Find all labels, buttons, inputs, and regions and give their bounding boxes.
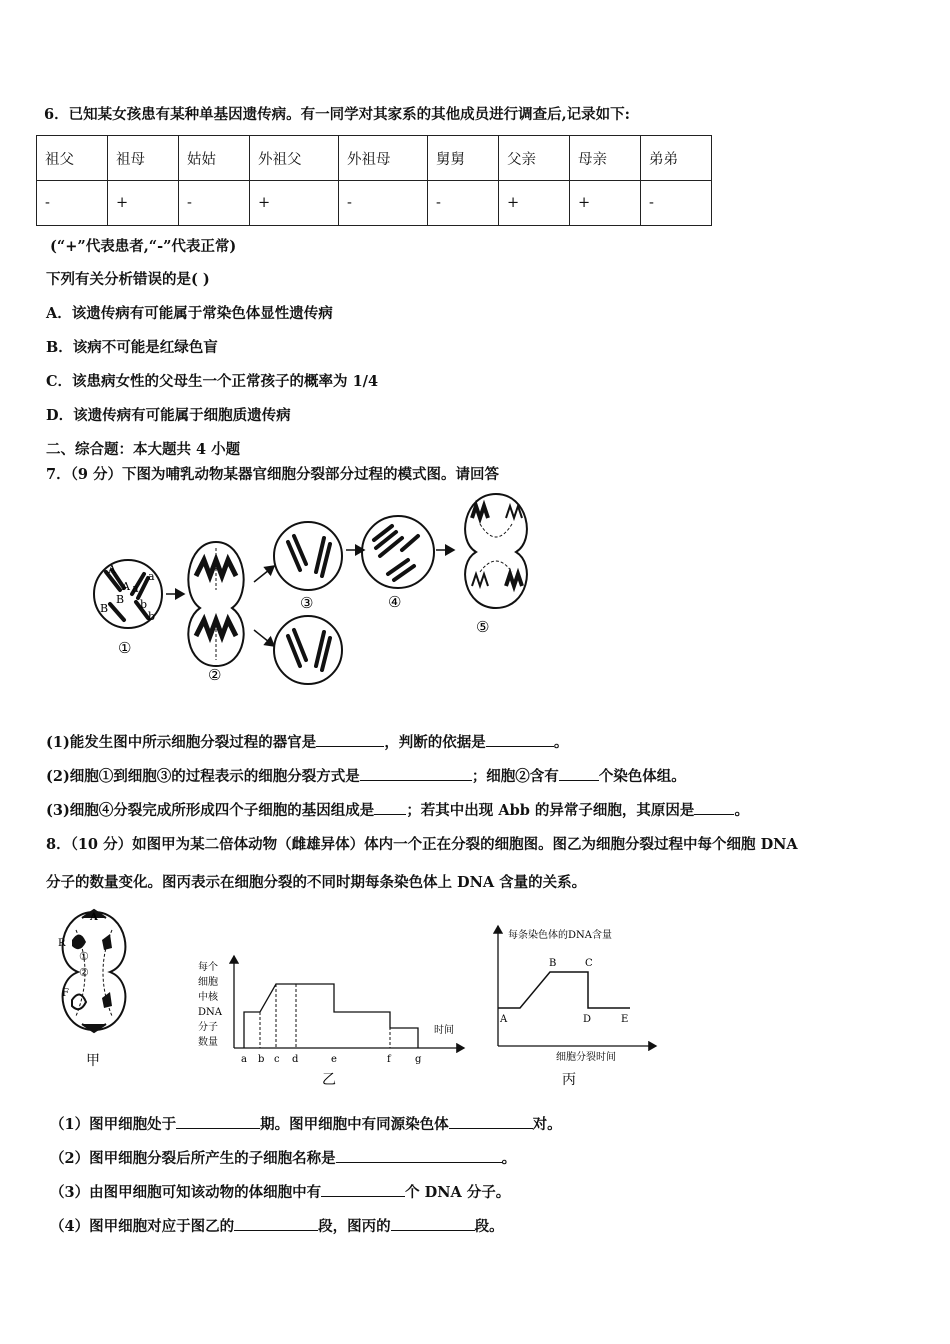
q8-p4-text-c: 段。 xyxy=(474,1218,504,1235)
section-heading: 二、综合题：本大题共 4 小题 xyxy=(46,441,241,458)
gene-label: a xyxy=(148,570,155,583)
yi-ylabel: DNA xyxy=(198,1007,222,1018)
q7-p3-text-b: ；若其中出现 Abb 的异常子细胞，其原因是 xyxy=(406,802,695,819)
answer-blank[interactable] xyxy=(486,732,554,747)
yi-ylabel: 每个 xyxy=(198,962,218,973)
table-row xyxy=(37,181,712,226)
gene-label: A xyxy=(122,580,130,593)
bing-point: A xyxy=(500,1014,508,1025)
gene-label: B xyxy=(100,602,109,615)
table-cell: - xyxy=(179,181,250,226)
answer-blank[interactable] xyxy=(449,1114,533,1129)
q8-part3 xyxy=(50,1181,510,1202)
yi-curve xyxy=(244,984,418,1048)
table-cell: 祖母 xyxy=(108,136,179,181)
yi-tick: a xyxy=(241,1054,247,1065)
q8-p4-text-a: （4）图甲细胞对应于图乙的 xyxy=(50,1218,235,1235)
family-table xyxy=(36,135,712,226)
answer-blank[interactable] xyxy=(336,1148,502,1163)
q6-option-a: A．该遗传病有可能属于常染色体显性遗传病 xyxy=(46,305,333,322)
q8-stem-line1: 8．（10 分）如图甲为某二倍体动物（雌雄异体）体内一个正在分裂的细胞图。图乙为细胞分裂过程中每个细胞 DNA xyxy=(46,836,798,853)
jia-label: A xyxy=(90,912,98,923)
figure-caption: 丙 xyxy=(562,1072,576,1088)
q6-option-d: D．该遗传病有可能属于细胞质遗传病 xyxy=(46,407,291,424)
table-cell: 舅舅 xyxy=(428,136,499,181)
answer-blank[interactable] xyxy=(391,1216,475,1231)
yi-tick: c xyxy=(274,1054,280,1065)
q6-note: (“+”代表患者,“-”代表正常) xyxy=(50,238,237,255)
figure-jia xyxy=(58,910,125,1069)
table-cell: - xyxy=(37,181,108,226)
cell-label: ③ xyxy=(300,594,314,612)
jia-label: R xyxy=(58,938,66,949)
table-cell: - xyxy=(428,181,499,226)
bing-point: E xyxy=(621,1014,629,1025)
yi-ylabel: 数量 xyxy=(198,1037,218,1048)
figure-yi xyxy=(198,956,464,1088)
table-cell: 外祖父 xyxy=(250,136,339,181)
q7-part3 xyxy=(46,799,749,820)
q8-figures xyxy=(46,900,662,1088)
bing-point: C xyxy=(585,958,593,969)
q8-p3-text-a: （3）由图甲细胞可知该动物的体细胞中有 xyxy=(50,1184,322,1201)
yi-tick: f xyxy=(387,1054,391,1065)
q8-p4-text-b: 段，图丙的 xyxy=(318,1218,391,1235)
bing-curve xyxy=(498,972,630,1008)
table-cell: 外祖母 xyxy=(339,136,428,181)
table-cell: + xyxy=(499,181,570,226)
cell-label: ④ xyxy=(388,593,402,611)
yi-ylabel: 分子 xyxy=(198,1022,218,1033)
yi-ylabel: 中核 xyxy=(198,992,218,1003)
q8-part2 xyxy=(50,1147,516,1168)
cell-5 xyxy=(465,494,527,636)
answer-blank[interactable] xyxy=(176,1114,260,1129)
q8-stem-line2: 分子的数量变化。图丙表示在细胞分裂的不同时期每条染色体上 DNA 含量的关系。 xyxy=(46,874,587,891)
figure-caption: 甲 xyxy=(86,1053,100,1069)
q6-option-c: C．该患病女性的父母生一个正常孩子的概率为 1/4 xyxy=(46,373,379,390)
q7-part2 xyxy=(46,765,686,786)
q7-p3-text-c: 。 xyxy=(734,802,749,819)
table-cell: + xyxy=(250,181,339,226)
cell-3 xyxy=(274,522,342,612)
q8-p2-text-a: （2）图甲细胞分裂后所产生的子细胞名称是 xyxy=(50,1150,336,1167)
q7-p2-text-a: (2)细胞①到细胞③的过程表示的细胞分裂方式是 xyxy=(46,768,360,785)
q7-p1-text-a: (1)能发生图中所示细胞分裂过程的器官是 xyxy=(46,734,317,751)
q6-stem: 6．已知某女孩患有某种单基因遗传病。有一同学对其家系的其他成员进行调查后,记录如下: xyxy=(44,106,630,123)
q7-cell-division-figure xyxy=(88,490,538,690)
answer-blank[interactable] xyxy=(374,800,406,815)
yi-xlabel: 时间 xyxy=(434,1025,454,1036)
cell-label: ① xyxy=(118,639,132,657)
table-cell: 弟弟 xyxy=(641,136,712,181)
table-cell: + xyxy=(570,181,641,226)
figure-bing xyxy=(498,926,656,1088)
gene-label: a xyxy=(132,582,139,595)
table-cell: 母亲 xyxy=(570,136,641,181)
cell-label: ⑤ xyxy=(476,618,490,636)
table-header-row xyxy=(37,136,712,181)
table-cell: - xyxy=(641,181,712,226)
gene-label: b xyxy=(148,610,156,623)
answer-blank[interactable] xyxy=(559,766,599,781)
gene-label: A xyxy=(108,563,116,576)
jia-label: ① xyxy=(79,950,89,963)
bing-xlabel: 细胞分裂时间 xyxy=(556,1052,616,1063)
answer-blank[interactable] xyxy=(321,1182,405,1197)
bing-point: D xyxy=(583,1014,592,1025)
gene-label: B xyxy=(116,593,125,606)
table-cell: 祖父 xyxy=(37,136,108,181)
q7-p1-text-b: ，判断的依据是 xyxy=(384,734,486,751)
q8-p1-text-c: 对。 xyxy=(532,1116,562,1133)
answer-blank[interactable] xyxy=(360,766,472,781)
q7-p3-text-a: (3)细胞④分裂完成所形成四个子细胞的基因组成是 xyxy=(46,802,375,819)
cell-3-sibling xyxy=(274,616,342,684)
jia-label: F xyxy=(62,988,69,999)
yi-tick: g xyxy=(415,1054,422,1065)
q8-part1 xyxy=(50,1113,562,1134)
yi-tick: d xyxy=(292,1054,299,1065)
q8-p1-text-a: （1）图甲细胞处于 xyxy=(50,1116,177,1133)
q7-part1 xyxy=(46,731,568,752)
bing-point: B xyxy=(549,958,557,969)
figure-caption: 乙 xyxy=(322,1072,336,1088)
q7-p2-text-c: 个染色体组。 xyxy=(598,768,686,785)
table-cell: + xyxy=(108,181,179,226)
answer-blank[interactable] xyxy=(694,800,734,815)
table-cell: 姑姑 xyxy=(179,136,250,181)
yi-tick: e xyxy=(331,1054,337,1065)
q7-stem: 7．（9 分）下图为哺乳动物某器官细胞分裂部分过程的模式图。请回答 xyxy=(46,466,499,483)
bing-ylabel: 每条染色体的DNA含量 xyxy=(508,930,612,941)
q8-p2-text-b: 。 xyxy=(501,1150,517,1167)
jia-label: ② xyxy=(79,966,89,979)
q6-question: 下列有关分析错误的是( ) xyxy=(46,271,210,288)
yi-tick: b xyxy=(258,1054,265,1065)
q8-p3-text-b: 个 DNA 分子。 xyxy=(405,1184,511,1201)
answer-blank[interactable] xyxy=(234,1216,318,1231)
yi-ylabel: 细胞 xyxy=(198,977,218,988)
cell-label: ② xyxy=(208,666,222,684)
q7-p1-text-c: 。 xyxy=(553,734,569,751)
cell-4 xyxy=(362,516,434,611)
q8-p1-text-b: 期。图甲细胞中有同源染色体 xyxy=(260,1116,449,1133)
table-cell: 父亲 xyxy=(499,136,570,181)
answer-blank[interactable] xyxy=(316,732,384,747)
q6-option-b: B．该病不可能是红绿色盲 xyxy=(46,339,218,356)
table-cell: - xyxy=(339,181,428,226)
q7-p2-text-b: ；细胞②含有 xyxy=(471,768,559,785)
q8-part4 xyxy=(50,1215,504,1236)
cell-1 xyxy=(94,560,162,657)
gene-label: b xyxy=(140,598,148,611)
cell-2 xyxy=(188,542,243,684)
